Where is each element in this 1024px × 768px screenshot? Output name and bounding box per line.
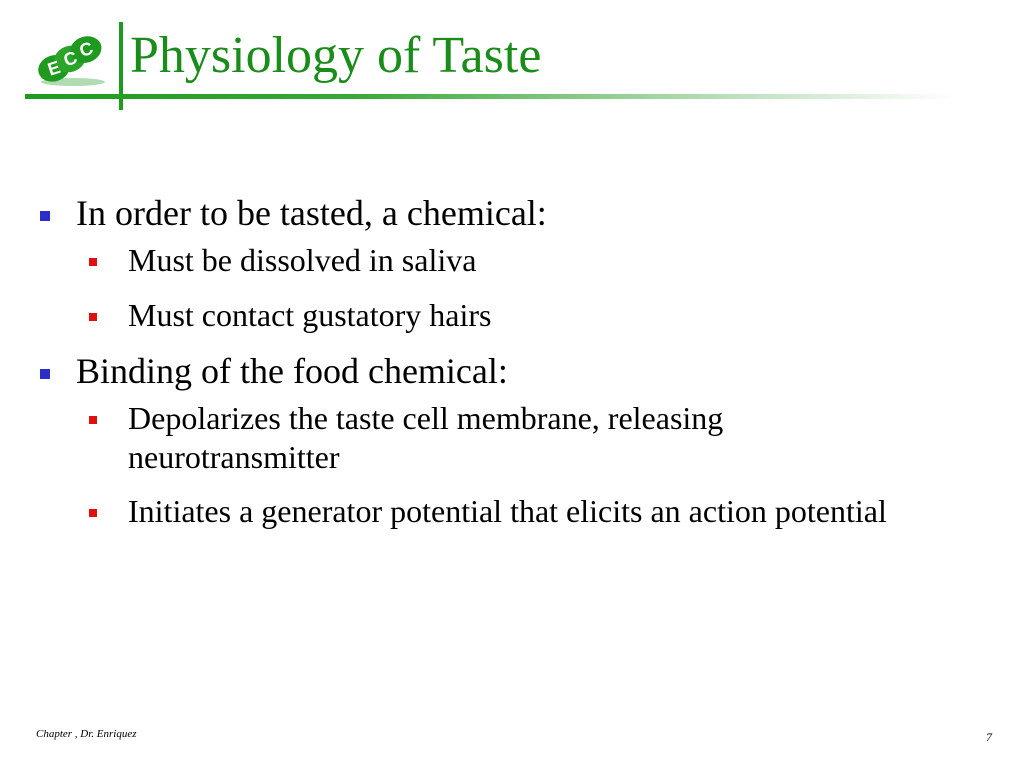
square-bullet-icon — [89, 258, 97, 266]
slide-body — [38, 192, 938, 546]
svg-text:C: C — [76, 37, 96, 61]
bullet-item — [38, 350, 938, 530]
square-bullet-icon — [40, 369, 50, 379]
square-bullet-icon — [40, 211, 50, 221]
sub-bullet-item — [84, 241, 938, 279]
sub-bullet-item — [84, 399, 938, 476]
square-bullet-icon — [89, 509, 97, 517]
svg-text:C: C — [61, 47, 80, 71]
sub-bullet-item — [84, 296, 938, 334]
sub-bullet-text: Depolarizes the taste cell membrane, releasing neurotransmitter — [128, 400, 724, 475]
bullet-item — [38, 192, 938, 334]
sub-bullet-text: Must contact gustatory hairs — [128, 296, 492, 333]
sub-bullet-text: Must be dissolved in saliva — [128, 242, 477, 279]
footer-chapter-label: Chapter , Dr. Enriquez — [36, 728, 137, 740]
ecc-logo-icon — [30, 28, 116, 90]
sub-bullet-list — [76, 399, 938, 530]
bullet-text: In order to be tasted, a chemical: — [76, 193, 547, 233]
page-number: 7 — [986, 730, 992, 744]
square-bullet-icon — [89, 416, 97, 424]
bullet-list — [38, 192, 938, 530]
sub-bullet-list — [76, 241, 938, 334]
svg-text:E: E — [45, 56, 63, 80]
bullet-text: Binding of the food chemical: — [76, 350, 508, 391]
sub-bullet-text: Initiates a generator potential that elicits an action potential — [128, 492, 887, 529]
square-bullet-icon — [89, 313, 97, 321]
slide-title: Physiology of Taste — [130, 27, 542, 84]
sub-bullet-item — [84, 492, 938, 530]
title-underline-rule — [25, 94, 955, 99]
